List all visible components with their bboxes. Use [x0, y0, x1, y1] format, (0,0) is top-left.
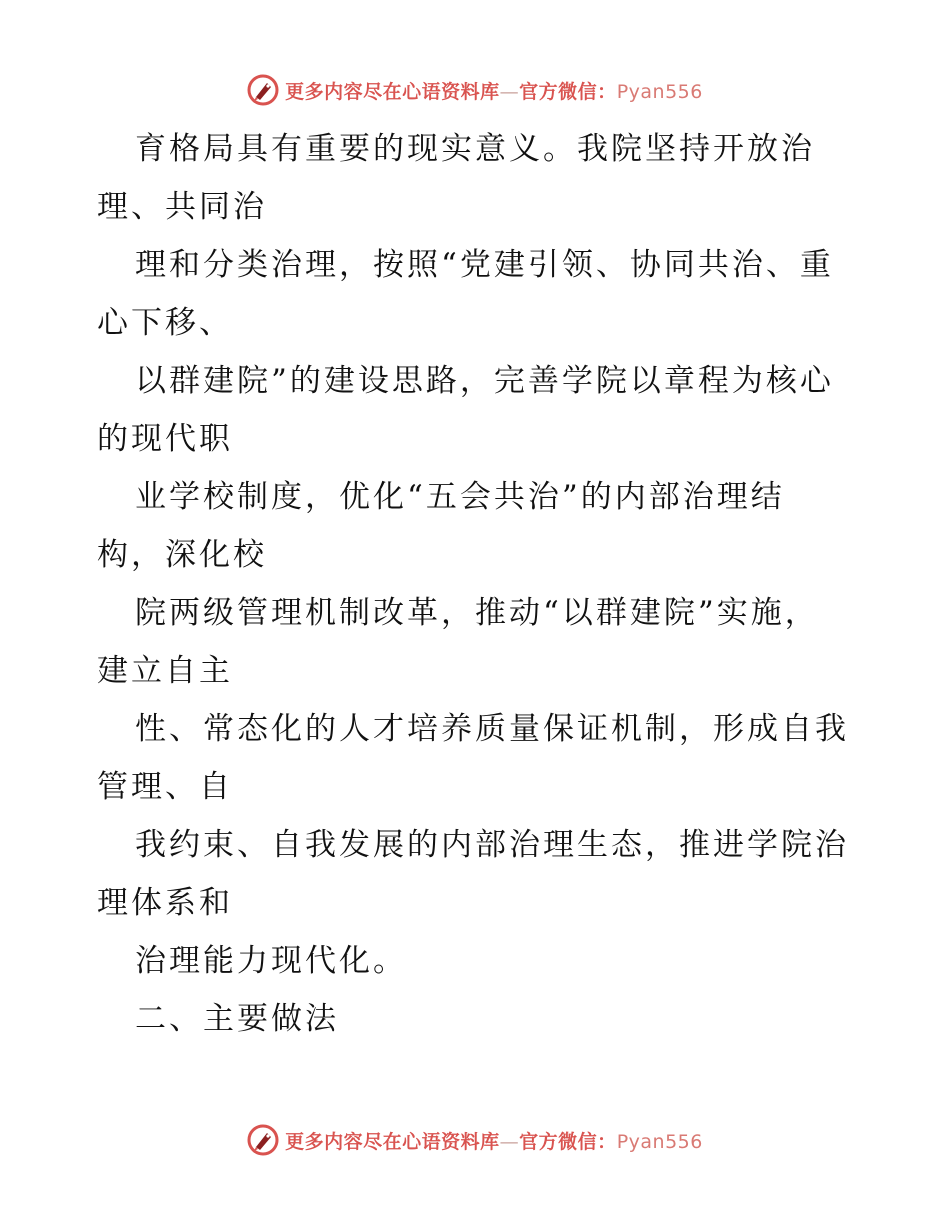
footer-contact-id: Pyan556 [616, 1130, 703, 1153]
body-line: 理和分类治理，按照“党建引领、协同共治、重 [135, 247, 834, 283]
body-line: 治理能力现代化。 [135, 943, 407, 979]
pen-nib-logo-icon [247, 1124, 279, 1156]
footer-banner [0, 1120, 950, 1160]
header-separator: — [499, 80, 520, 103]
footer-contact-label: 官方微信： [519, 1130, 617, 1153]
body-line: 性、常态化的人才培养质量保证机制，形成自我 [135, 711, 849, 747]
footer-banner-text [285, 1127, 703, 1154]
header-contact-label: 官方微信： [519, 80, 617, 103]
footer-separator: — [499, 1130, 520, 1153]
body-line: 业学校制度，优化“五会共治”的内部治理结 [135, 479, 785, 515]
body-line: 的现代职 [97, 421, 233, 457]
body-line: 理体系和 [97, 885, 233, 921]
body-line: 建立自主 [97, 653, 233, 689]
body-line: 育格局具有重要的现实意义。我院坚持开放治 [135, 131, 815, 167]
pen-nib-logo-icon [247, 74, 279, 106]
body-line: 院两级管理机制改革，推动“以群建院”实施， [135, 595, 819, 631]
body-line: 心下移、 [97, 305, 233, 341]
header-banner [0, 70, 950, 110]
header-brand: 更多内容尽在心语资料库 [285, 80, 500, 103]
footer-brand: 更多内容尽在心语资料库 [285, 1130, 500, 1153]
body-line: 理、共同治 [97, 189, 267, 225]
document-body [97, 120, 857, 1048]
body-line: 我约束、自我发展的内部治理生态，推进学院治 [135, 827, 849, 863]
body-line: 管理、自 [97, 769, 233, 805]
section-heading: 二、主要做法 [135, 1001, 339, 1037]
header-banner-text [285, 77, 703, 104]
body-line: 构，深化校 [97, 537, 267, 573]
header-contact-id: Pyan556 [616, 80, 703, 103]
body-line: 以群建院”的建设思路，完善学院以章程为核心 [135, 363, 834, 399]
